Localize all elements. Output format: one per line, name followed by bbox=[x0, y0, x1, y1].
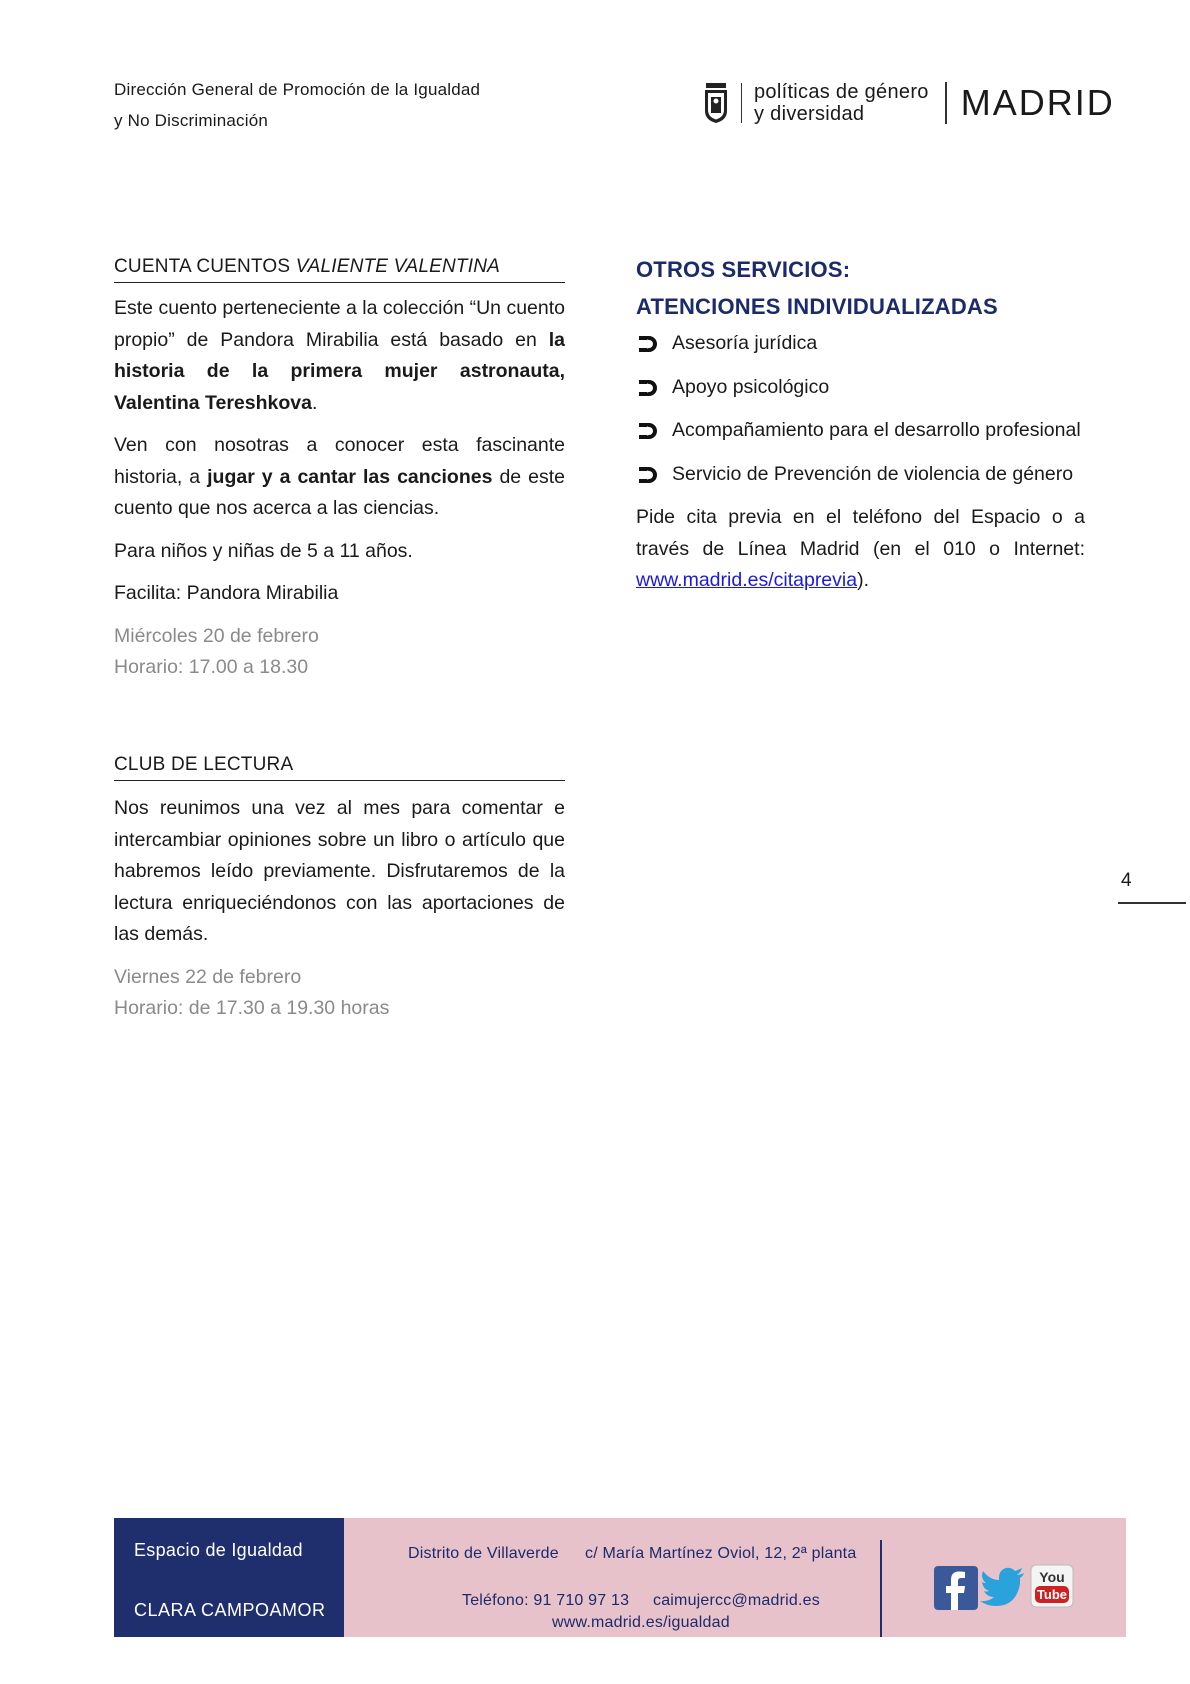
youtube-tube-text: Tube bbox=[1036, 1587, 1068, 1602]
citaprevia-link[interactable]: www.madrid.es/citaprevia bbox=[636, 569, 858, 591]
header-department bbox=[114, 74, 480, 136]
cuenta-cuentos-heading bbox=[114, 256, 565, 283]
services-list bbox=[636, 328, 1085, 490]
p1-text: Este cuento perteneciente a la colección “Un cuento propio” de Pandora Mirabilia está basado en bbox=[114, 297, 565, 351]
club-lectura-heading: CLUB DE LECTURA bbox=[114, 754, 565, 781]
twitter-icon[interactable] bbox=[980, 1564, 1026, 1610]
footer-contact-block bbox=[344, 1518, 1126, 1637]
arrow-right-icon bbox=[636, 332, 660, 356]
department-line-1: Dirección General de Promoción de la Igualdad bbox=[114, 80, 481, 99]
cita-end: ). bbox=[857, 569, 870, 591]
footer-web: www.madrid.es/igualdad bbox=[552, 1614, 730, 1631]
footer-espacio: Espacio de Igualdad bbox=[134, 1540, 303, 1560]
facebook-icon[interactable] bbox=[934, 1566, 978, 1610]
madrid-shield-icon bbox=[703, 83, 729, 123]
department-line-2: y No Discriminación bbox=[114, 111, 269, 130]
otros-title-1: OTROS SERVICIOS: bbox=[636, 257, 851, 282]
service-item bbox=[636, 328, 1085, 360]
service-item bbox=[636, 459, 1085, 491]
logo-separator-2 bbox=[945, 82, 947, 124]
club-time: Horario: de 17.30 a 19.30 horas bbox=[114, 997, 390, 1019]
logo-city: MADRID bbox=[960, 82, 1115, 123]
cuenta-cuentos-section bbox=[114, 256, 565, 684]
otros-servicios-section bbox=[636, 251, 1085, 597]
heading-prefix: CUENTA CUENTOS bbox=[114, 256, 296, 277]
service-label: Apoyo psicológico bbox=[672, 375, 830, 398]
page-number: 4 bbox=[1121, 870, 1132, 891]
p2-text: Ven con nosotras a conocer esta fascinante historia, a bbox=[114, 434, 565, 488]
footer-nombre: CLARA CAMPOAMOR bbox=[134, 1600, 326, 1620]
service-item bbox=[636, 415, 1085, 447]
service-label: Servicio de Prevención de violencia de género bbox=[672, 462, 1074, 485]
p2-bold: jugar y a cantar las canciones bbox=[207, 465, 493, 488]
service-label: Asesoría jurídica bbox=[672, 332, 818, 354]
footer-espacio-block bbox=[114, 1518, 344, 1637]
club-date: Viernes 22 de febrero bbox=[114, 965, 302, 988]
service-item bbox=[636, 372, 1085, 404]
cuenta-date: Miércoles 20 de febrero bbox=[114, 624, 319, 647]
footer-separator bbox=[880, 1540, 882, 1637]
youtube-you-text: You bbox=[1039, 1569, 1065, 1585]
youtube-icon[interactable] bbox=[1030, 1564, 1074, 1608]
footer-distrito: Distrito de Villaverde bbox=[408, 1545, 559, 1562]
arrow-right-icon bbox=[636, 463, 660, 487]
cita-text: Pide cita previa en el teléfono del Espacio o a través de Línea Madrid (en el 010 o Internet: bbox=[636, 506, 1085, 560]
arrow-right-icon bbox=[636, 376, 660, 400]
logo-text-line-2: y diversidad bbox=[754, 103, 865, 125]
service-label: Acompañamiento para el desarrollo profesional bbox=[672, 419, 1081, 441]
heading-title: VALIENTE VALENTINA bbox=[295, 256, 500, 277]
p1-bold: la historia de la primera mujer astronauta, Valentina Tereshkova bbox=[114, 328, 565, 414]
cuenta-paragraph-2 bbox=[114, 430, 565, 525]
cuenta-facilitator: Facilita: Pandora Mirabilia bbox=[114, 582, 339, 604]
footer-email: caimujercc@madrid.es bbox=[653, 1592, 820, 1609]
footer-telefono: Teléfono: 91 710 97 13 bbox=[462, 1592, 630, 1609]
logo-separator bbox=[741, 83, 742, 123]
p1-end: . bbox=[311, 391, 318, 414]
footer-direccion: c/ María Martínez Oviol, 12, 2ª planta bbox=[585, 1545, 857, 1562]
page-number-rule bbox=[1118, 902, 1186, 904]
club-paragraph: Nos reunimos una vez al mes para comentar e intercambiar opiniones sobre un libro o artículo que habremos leído previamente. Disfrutaremos de la lectura enriqueciéndonos con las aportaciones de las demás. bbox=[114, 797, 565, 945]
club-lectura-section bbox=[114, 754, 565, 1025]
logo-text bbox=[754, 81, 929, 125]
p2-end: de este cuento que nos acerca a las ciencias. bbox=[114, 465, 565, 519]
otros-title-2: ATENCIONES INDIVIDUALIZADAS bbox=[636, 294, 998, 319]
cuenta-age: Para niños y niñas de 5 a 11 años. bbox=[114, 539, 413, 562]
cuenta-paragraph-1 bbox=[114, 293, 565, 419]
cita-previa-paragraph bbox=[636, 502, 1085, 597]
madrid-logo bbox=[703, 80, 1115, 126]
cuenta-time: Horario: 17.00 a 18.30 bbox=[114, 656, 309, 678]
logo-text-line-1: políticas de género bbox=[754, 81, 929, 103]
arrow-right-icon bbox=[636, 419, 660, 443]
